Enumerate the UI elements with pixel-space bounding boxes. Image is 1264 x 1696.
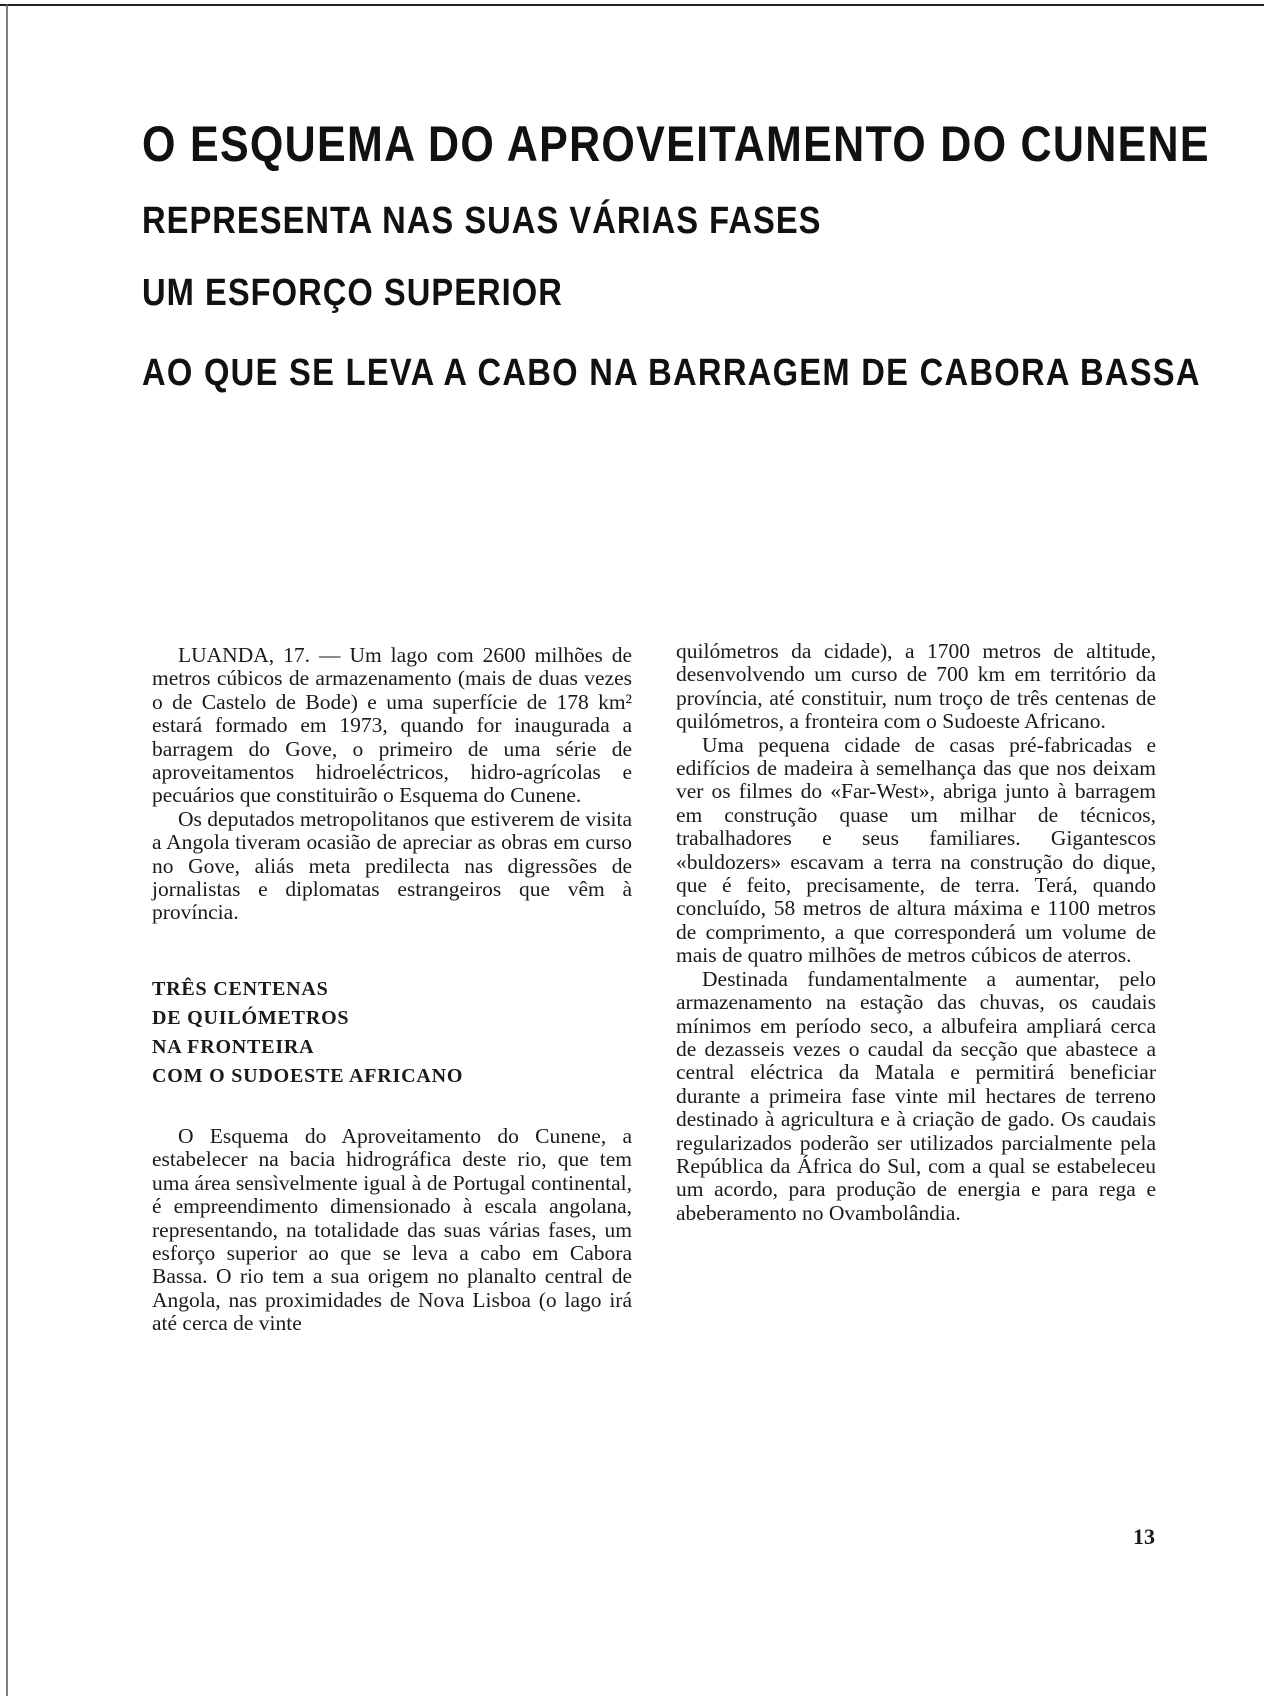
headline-line-2: REPRESENTA NAS SUAS VÁRIAS FASES (142, 200, 822, 242)
subheading-line-2: DE QUILÓMETROS (152, 1006, 350, 1029)
left-border-rule (6, 4, 8, 1696)
subheading-line-1: TRÊS CENTENAS (152, 977, 329, 1000)
headline-line-1: O ESQUEMA DO APROVEITAMENTO DO CUNENE (142, 116, 1210, 172)
paragraph-deputados: Os deputados metropolitanos que estiverem de visita a Angola tiveram ocasião de apreciar as obras em curso no Gove, aliás meta predilecta nas digressões de jornalistas e diplomatas estrangeiros que vêm à província. (152, 806, 632, 925)
paragraph-pequena-cidade: Uma pequena cidade de casas pré-fabricadas e edifícios de madeira à semelhança das que nos deixam ver os filmes do «Far-West», abriga junto à barragem em construção quase um milhar de técnicos, trabalhadores e seus familiares. Gigantescos «buldozers» escavam a terra na construção do dique, que é feito, precisamente, de terra. Terá, quando concluído, 58 metros de altura máxima e 1100 metros de comprimento, a que corresponderá um volume de mais de quatro milhões de metros cúbicos de aterros. (676, 732, 1156, 968)
paragraph-albufeira: Destinada fundamentalmente a aumentar, pelo armazenamento na estação das chuvas, os caudais mínimos em período seco, a albufeira ampliará cerca de dezasseis vezes o caudal da secção que abastece a central eléctrica da Matala e permitirá beneficiar durante a primeira fase vinte mil hectares de terreno destinado à agricultura e à criação de gado. Os caudais regularizados poderão ser utilizados parcialmente pela República da África do Sul, com a qual se estabeleceu um acordo, para produção de energia e para rega e abeberamento no Ovambolândia. (676, 966, 1156, 1225)
paragraph-continuation: quilómetros da cidade), a 1700 metros de altitude, desenvolvendo um curso de 700 km em território da província, até constituir, num troço de três centenas de quilómetros, a fronteira com o Sudoeste Africano. (676, 639, 1156, 734)
page-number: 13 (1133, 1524, 1155, 1549)
headline-line-3: UM ESFORÇO SUPERIOR (142, 272, 563, 314)
section-subheading (152, 975, 632, 1091)
paragraph-esquema: O Esquema do Aproveitamento do Cunene, a estabelecer na bacia hidrográfica deste rio, que tem uma área sensìvelmente igual à de Portugal continental, é empreendimento dimensionado à escala angolana, representando, na totalidade das suas várias fases, um esforço superior ao que se leva a cabo em Cabora Bassa. O rio tem a sua origem no planalto central de Angola, nas proximidades de Nova Lisboa (o lago irá até cerca de vinte (152, 1123, 632, 1336)
left-column (152, 644, 632, 1336)
article-headline (142, 112, 1210, 398)
top-border-rule (0, 4, 1264, 6)
right-column (676, 640, 1156, 1225)
subheading-line-3: NA FRONTEIRA (152, 1035, 315, 1058)
headline-line-4: AO QUE SE LEVA A CABO NA BARRAGEM DE CABORA BASSA (142, 352, 1201, 394)
paragraph-luanda-intro: LUANDA, 17. — Um lago com 2600 milhões de metros cúbicos de armazenamento (mais de duas vezes o de Castelo de Bode) e uma superfície de 178 km² estará formado em 1973, quando for inaugurada a barragem do Gove, o primeiro de uma série de aproveitamentos hidroeléctricos, hidro-agrícolas e pecuários que constituirão o Esquema do Cunene. (152, 643, 632, 808)
subheading-line-4: COM O SUDOESTE AFRICANO (152, 1064, 464, 1087)
